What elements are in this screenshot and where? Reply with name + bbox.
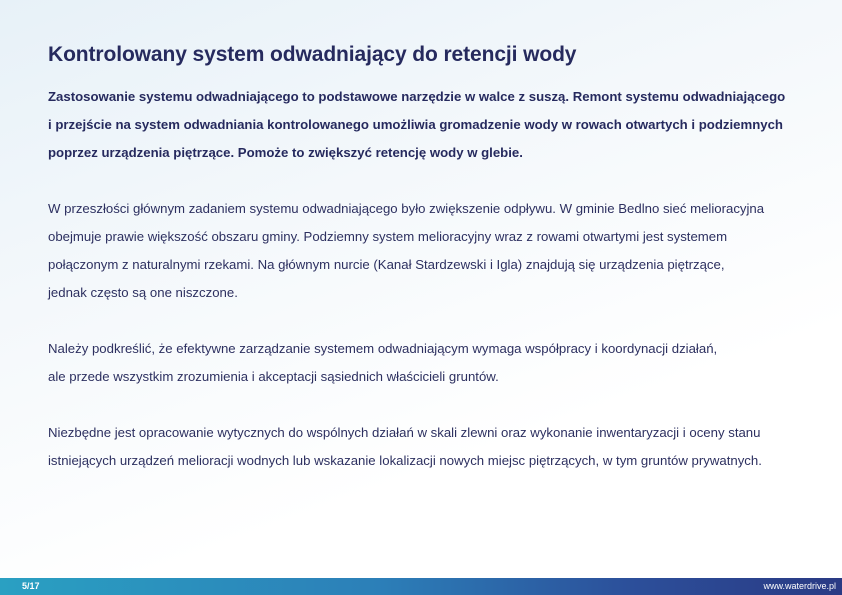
management-paragraph [48, 335, 818, 391]
paragraph-line: i przejście na system odwadniania kontrolowanego umożliwia gromadzenie wody w rowach otwartych i podziemnych [48, 117, 783, 132]
paragraph-line: Należy podkreślić, że efektywne zarządzanie systemem odwadniającym wymaga współpracy i koordynacji działań, [48, 341, 718, 356]
paragraph-line: jednak często są one niszczone. [48, 285, 238, 300]
paragraph-line: Zastosowanie systemu odwadniającego to podstawowe narzędzie w walce z suszą. Remont systemu odwadniającego [48, 89, 786, 104]
paragraph-line: połączonym z naturalnymi rzekami. Na głównym nurcie (Kanał Stardzewski i Igla) znajdują się urządzenia piętrzące, [48, 257, 725, 272]
paragraph-line: ale przede wszystkim zrozumienia i akceptacji sąsiednich właścicieli gruntów. [48, 369, 499, 384]
page-number: 5/17 [22, 581, 40, 591]
paragraph-line: obejmuje prawie większość obszaru gminy. Podziemny system melioracyjny wraz z rowami otwartymi jest systemem [48, 229, 728, 244]
paragraph-line: istniejących urządzeń melioracji wodnych lub wskazanie lokalizacji nowych miejsc piętrzących, w tym gruntów prywatnych. [48, 453, 762, 468]
website-link[interactable]: www.waterdrive.pl [763, 581, 836, 591]
intro-paragraph [48, 83, 818, 167]
guidelines-paragraph [48, 419, 818, 475]
document-body [48, 40, 818, 503]
paragraph-line: Niezbędne jest opracowanie wytycznych do wspólnych działań w skali zlewni oraz wykonanie inwentaryzacji i oceny stanu [48, 425, 761, 440]
paragraph-line: poprzez urządzenia piętrzące. Pomoże to zwiększyć retencję wody w glebie. [48, 145, 523, 160]
paragraph-line: W przeszłości głównym zadaniem systemu odwadniającego było zwiększenie odpływu. W gminie Bedlno sieć melioracyjna [48, 201, 765, 216]
page-title: Kontrolowany system odwadniający do retencji wody [48, 43, 577, 66]
history-paragraph [48, 195, 818, 307]
footer-bar [0, 578, 842, 595]
